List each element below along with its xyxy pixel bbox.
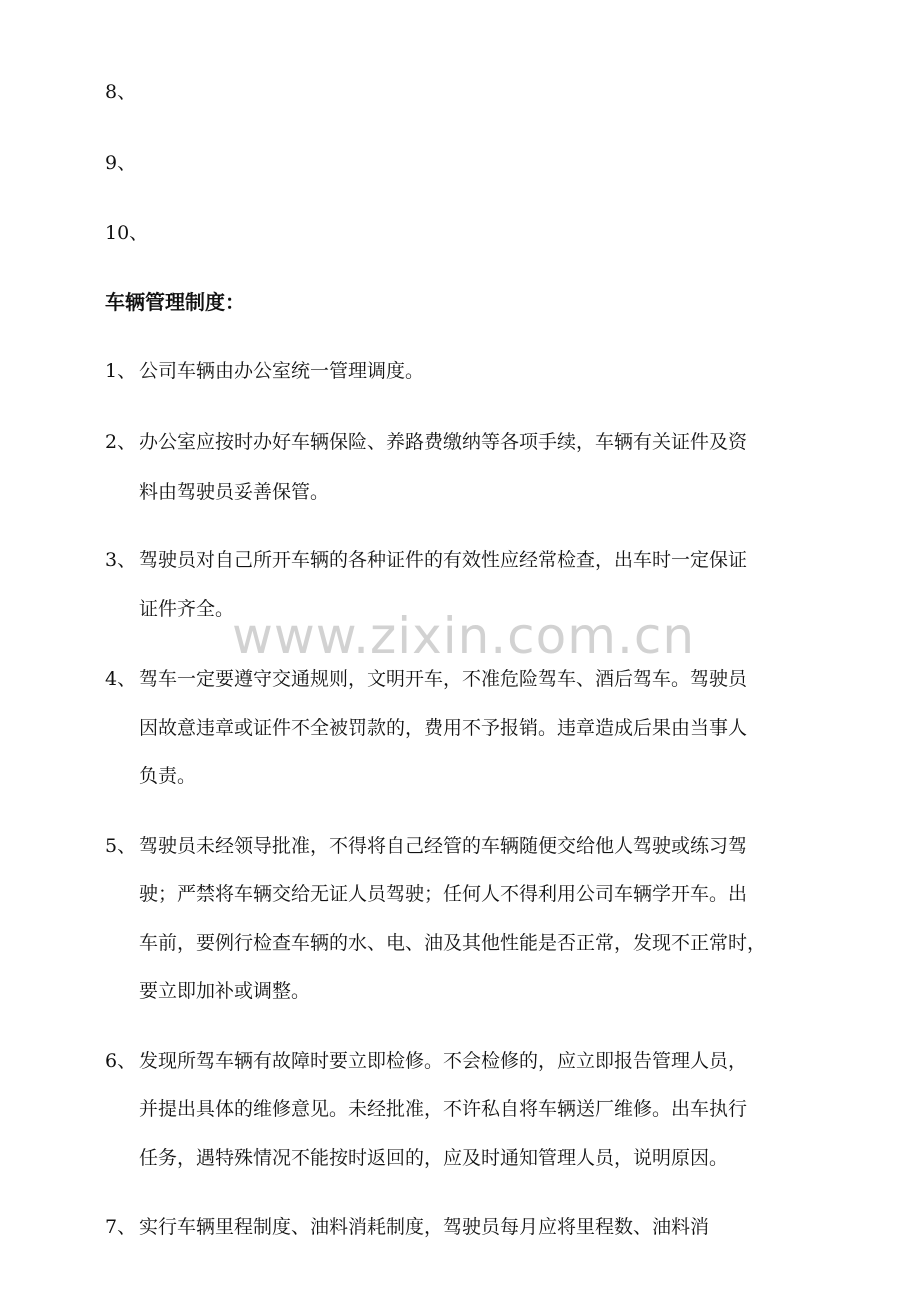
item-number: 5、 xyxy=(105,835,137,857)
item-text-line: 因故意违章或证件不全被罚款的，费用不予报销。违章造成后果由当事人 xyxy=(139,717,748,739)
item-text-line: 证件齐全。 xyxy=(139,598,235,620)
empty-item-9: 9、 xyxy=(105,152,137,174)
item-text-line: 办公室应按时办好车辆保险、养路费缴纳等各项手续，车辆有关证件及资 xyxy=(139,431,748,453)
item-number: 4、 xyxy=(105,668,137,690)
item-text-line: 实行车辆里程制度、油料消耗制度，驾驶员每月应将里程数、油料消 xyxy=(139,1216,710,1238)
item-number: 7、 xyxy=(105,1216,137,1238)
item-text-line: 并提出具体的维修意见。未经批准，不许私自将车辆送厂维修。出车执行 xyxy=(139,1098,748,1120)
item-text-line: 任务，遇特殊情况不能按时返回的，应及时通知管理人员，说明原因。 xyxy=(139,1147,729,1169)
item-text-line: 发现所驾车辆有故障时要立即检修。不会检修的，应立即报告管理人员， xyxy=(139,1050,748,1072)
watermark: www.zixin.com.cn xyxy=(232,607,696,665)
item-text-line: 驾驶员未经领导批准，不得将自己经管的车辆随便交给他人驾驶或练习驾 xyxy=(139,835,748,857)
item-text-line: 料由驾驶员妥善保管。 xyxy=(139,481,330,503)
item-text-line: 车前，要例行检查车辆的水、电、油及其他性能是否正常，发现不正常时， xyxy=(139,932,767,954)
item-number: 3、 xyxy=(105,549,137,571)
item-text-line: 负责。 xyxy=(139,765,197,787)
item-text-line: 公司车辆由办公室统一管理调度。 xyxy=(139,360,425,382)
item-text-line: 驶；严禁将车辆交给无证人员驾驶；任何人不得利用公司车辆学开车。出 xyxy=(139,883,748,905)
item-text-line: 驾驶员对自己所开车辆的各种证件的有效性应经常检查，出车时一定保证 xyxy=(139,549,748,571)
item-number: 2、 xyxy=(105,431,137,453)
empty-item-10: 10、 xyxy=(105,222,149,244)
section-heading: 车辆管理制度： xyxy=(105,290,245,314)
empty-item-8: 8、 xyxy=(105,81,137,103)
item-number: 6、 xyxy=(105,1050,137,1072)
item-number: 1、 xyxy=(105,360,137,382)
item-text-line: 要立即加补或调整。 xyxy=(139,980,311,1002)
item-text-line: 驾车一定要遵守交通规则，文明开车，不准危险驾车、酒后驾车。驾驶员 xyxy=(139,668,748,690)
